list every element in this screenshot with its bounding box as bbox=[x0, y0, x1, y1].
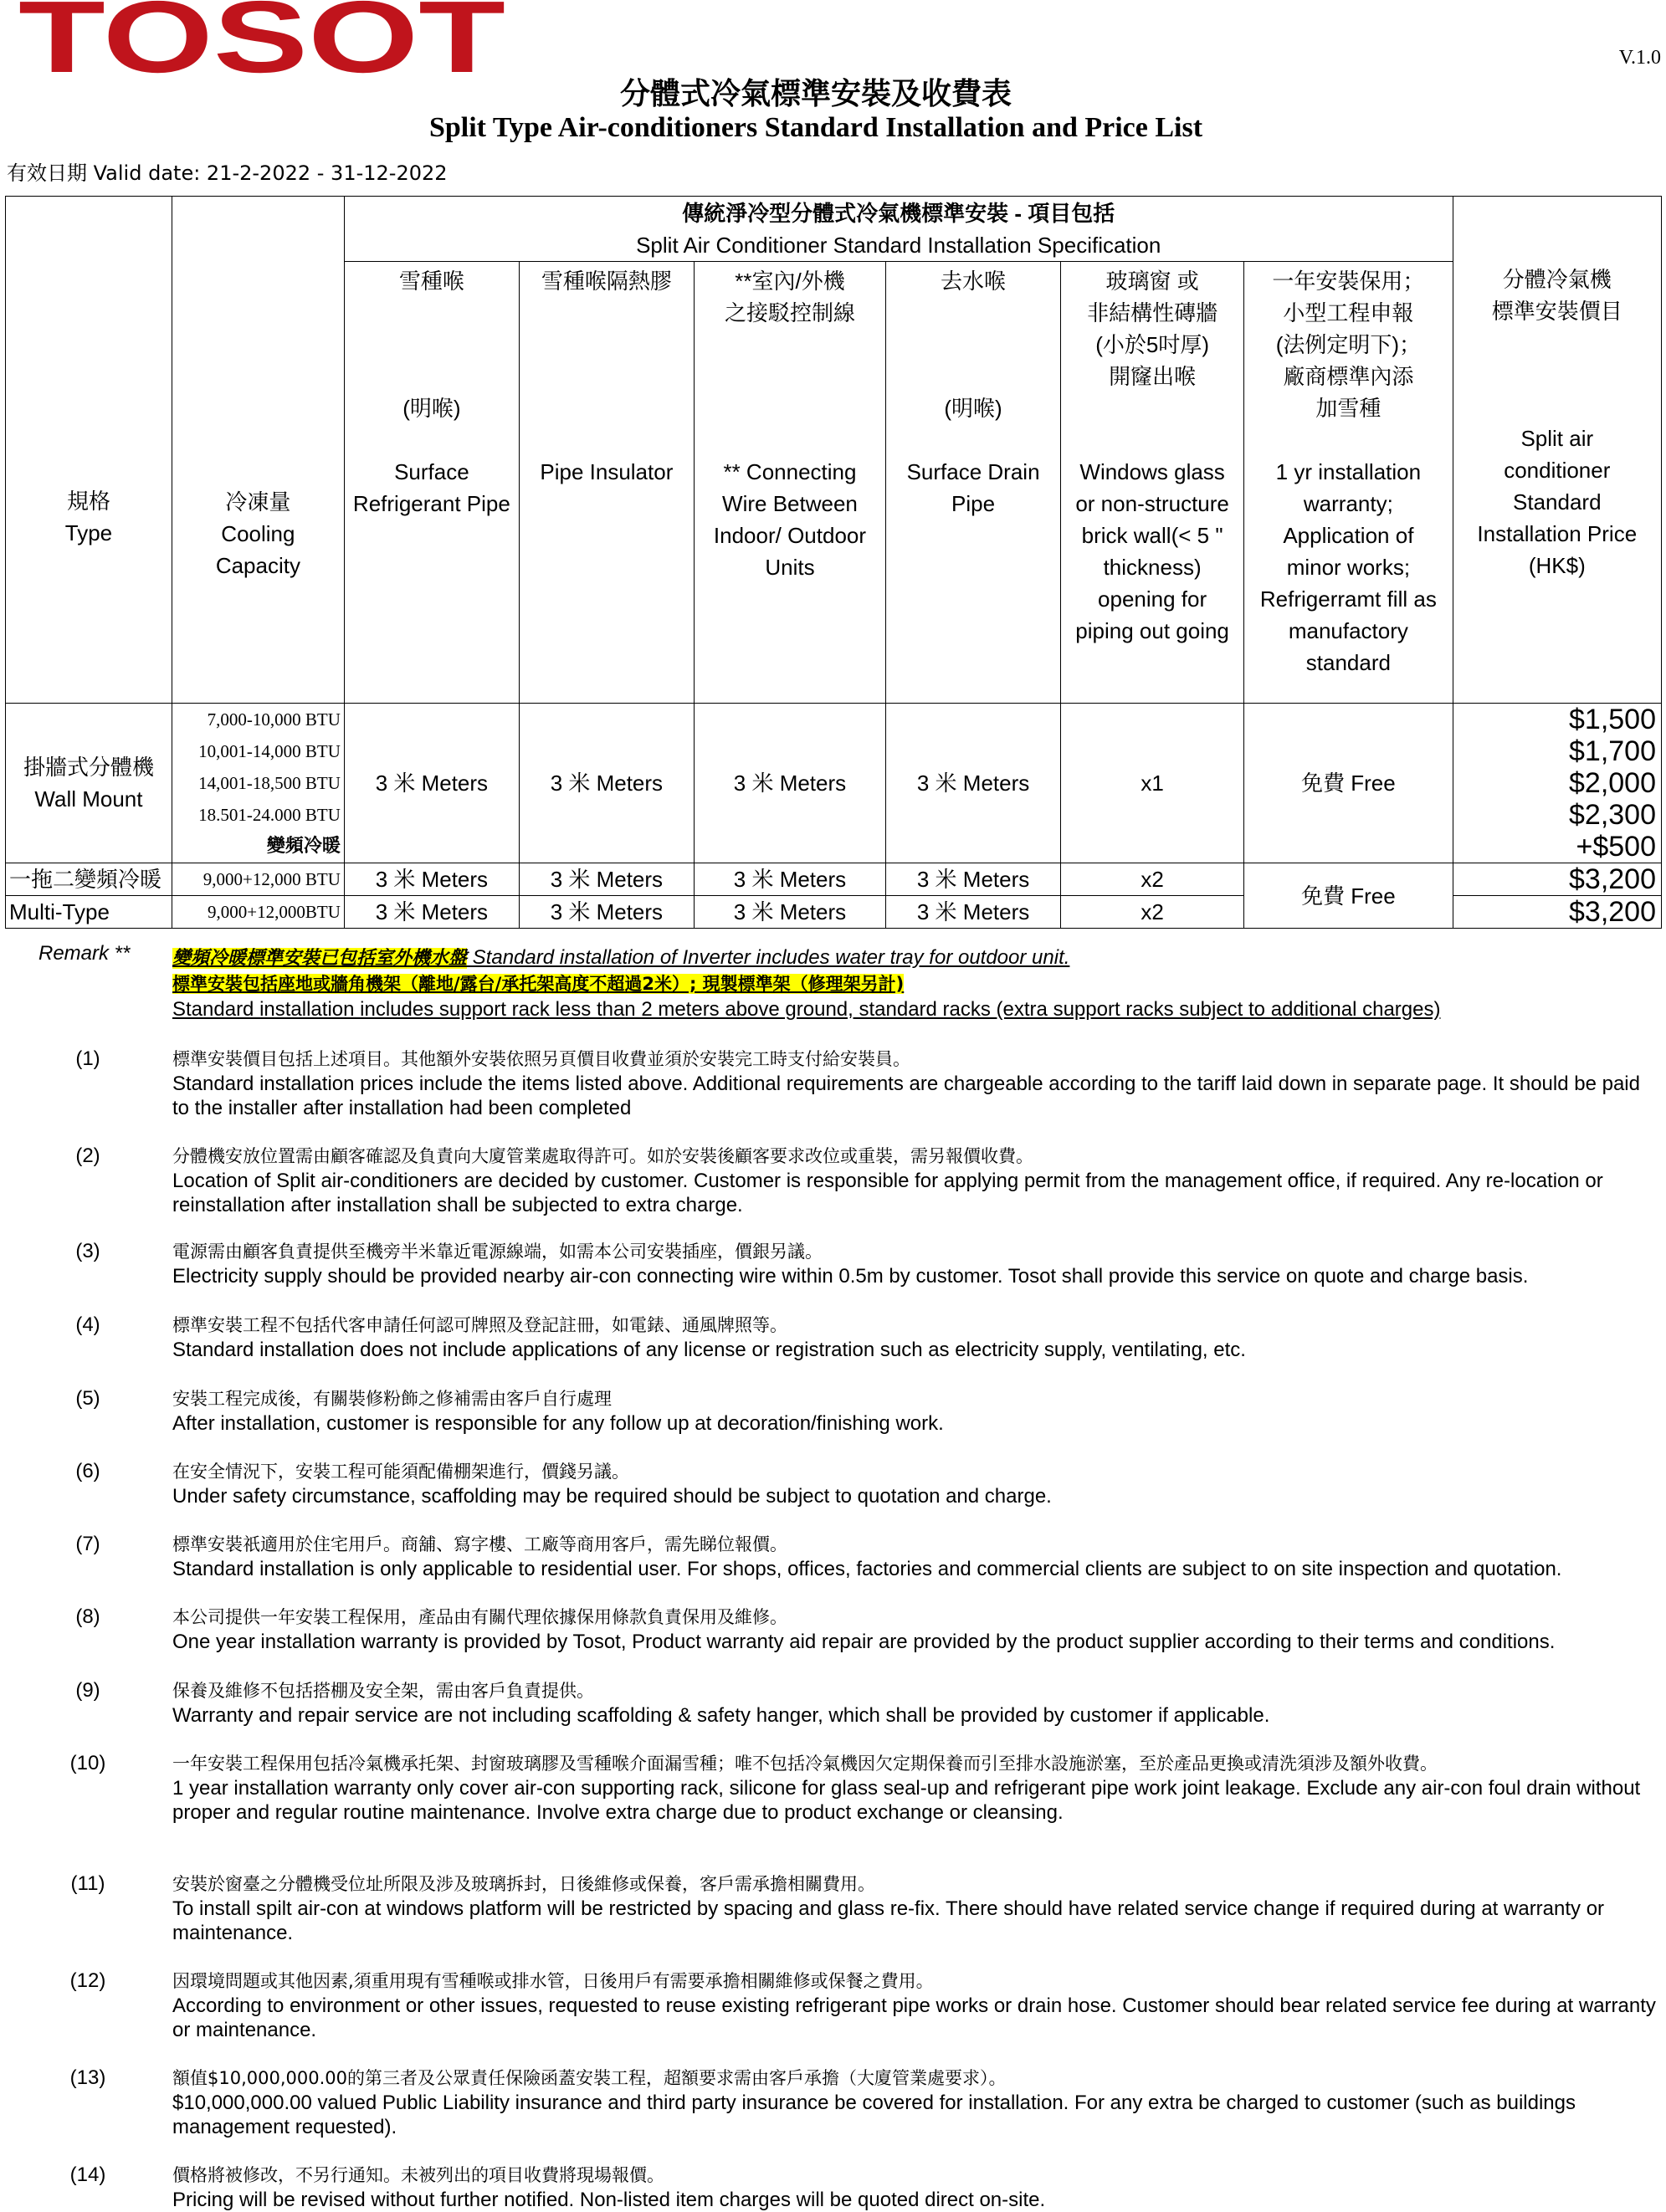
multi-price-2: $3,200 bbox=[1453, 896, 1661, 929]
multi-warranty-free: 免費 Free bbox=[1244, 863, 1453, 929]
multi-opening-count-2: x2 bbox=[1061, 896, 1244, 929]
wall-opening-count: x1 bbox=[1061, 704, 1244, 863]
wall-insulator-meters: 3 米 Meters bbox=[519, 704, 694, 863]
tosot-logo bbox=[18, 0, 508, 77]
logo-text: TOSOT bbox=[18, 0, 505, 77]
multi-drain-meters-1: 3 米 Meters bbox=[886, 863, 1061, 896]
multi-wire-meters-1: 3 米 Meters bbox=[694, 863, 885, 896]
header-spec: 傳統淨冷型分體式冷氣機標準安裝 - 項目包括 Split Air Conditioner Standard Installation Specification bbox=[344, 197, 1453, 262]
header-warranty: 一年安裝保用； 小型工程申報 (法例定明下)； 廠商標準內添 加雪種 1 yr installation warranty; Application of minor works; Refrigerramt fill as manufactory standard bbox=[1244, 262, 1453, 704]
multi-drain-meters-2: 3 米 Meters bbox=[886, 896, 1061, 929]
wall-refrigerant-meters: 3 米 Meters bbox=[344, 704, 519, 863]
wall-mount-type: 掛牆式分體機 Wall Mount bbox=[6, 704, 172, 863]
remark-line-3: Standard installation includes support rack less than 2 meters above ground, standard racks (extra support racks subject to additional charges) bbox=[172, 998, 1441, 1021]
price-table bbox=[5, 196, 1662, 929]
multi-price-1: $3,200 bbox=[1453, 863, 1661, 896]
header-drain-pipe: 去水喉 (明喉) Surface Drain Pipe bbox=[886, 262, 1061, 704]
multi-insulator-meters-1: 3 米 Meters bbox=[519, 863, 694, 896]
multi-wire-meters-2: 3 米 Meters bbox=[694, 896, 885, 929]
wall-drain-meters: 3 米 Meters bbox=[886, 704, 1061, 863]
valid-date: 有效日期 Valid date: 21-2-2022 - 31-12-2022 bbox=[7, 161, 448, 185]
table-row-wall-mount bbox=[6, 704, 1662, 863]
multi-refrigerant-meters-1: 3 米 Meters bbox=[344, 863, 519, 896]
multi-insulator-meters-2: 3 米 Meters bbox=[519, 896, 694, 929]
multi-type-en: Multi-Type bbox=[6, 896, 172, 929]
multi-type-cn: 一拖二變頻冷暖 bbox=[6, 863, 172, 896]
table-row-multi-type-1 bbox=[6, 863, 1662, 896]
wall-mount-prices: $1,500 $1,700 $2,000 $2,300 +$500 bbox=[1453, 704, 1661, 863]
multi-capacity-1: 9,000+12,000 BTU bbox=[172, 863, 344, 896]
header-wall-opening: 玻璃窗 或 非結構性磚牆 (小於5吋厚) 開窿出喉 Windows glass or non-structure brick wall(< 5 " thickness) opening for piping out going bbox=[1061, 262, 1244, 704]
header-type: 規格 Type bbox=[6, 197, 172, 704]
version-label: V.1.0 bbox=[1618, 47, 1661, 69]
wall-mount-capacities: 7,000-10,000 BTU 10,001-14,000 BTU 14,001-18,500 BTU 18.501-24.000 BTU 變頻冷暖 bbox=[172, 704, 344, 863]
multi-refrigerant-meters-2: 3 米 Meters bbox=[344, 896, 519, 929]
header-price: 分體冷氣機 標準安裝價目 Split air conditioner Standard Installation Price (HK$) bbox=[1453, 197, 1661, 704]
remark-label: Remark ** bbox=[38, 942, 131, 965]
title-english: Split Type Air-conditioners Standard Installation and Price List bbox=[428, 112, 1203, 143]
title-chinese: 分體式冷氣標準安裝及收費表 bbox=[619, 77, 1012, 111]
multi-opening-count-1: x2 bbox=[1061, 863, 1244, 896]
multi-capacity-2: 9,000+12,000BTU bbox=[172, 896, 344, 929]
remark-line-1: 變頻冷暖標準安裝已包括室外機水盤 Standard installation of Inverter includes water tray for outdoor unit. bbox=[172, 946, 1070, 969]
header-pipe-insulator: 雪種喉隔熱膠 Pipe Insulator bbox=[519, 262, 694, 704]
header-capacity: 冷凍量 Cooling Capacity bbox=[172, 197, 344, 704]
header-refrigerant-pipe: 雪種喉 (明喉) Surface Refrigerant Pipe bbox=[344, 262, 519, 704]
header-connecting-wire: **室內/外機 之接駁控制線 ** Connecting Wire Between Indoor/ Outdoor Units bbox=[694, 262, 885, 704]
wall-warranty-free: 免費 Free bbox=[1244, 704, 1453, 863]
remark-line-2: 標準安裝包括座地或牆角機架（離地/露台/承托架高度不超過2米）; 現製標準架（修理架另計) bbox=[172, 974, 905, 994]
wall-wire-meters: 3 米 Meters bbox=[694, 704, 885, 863]
